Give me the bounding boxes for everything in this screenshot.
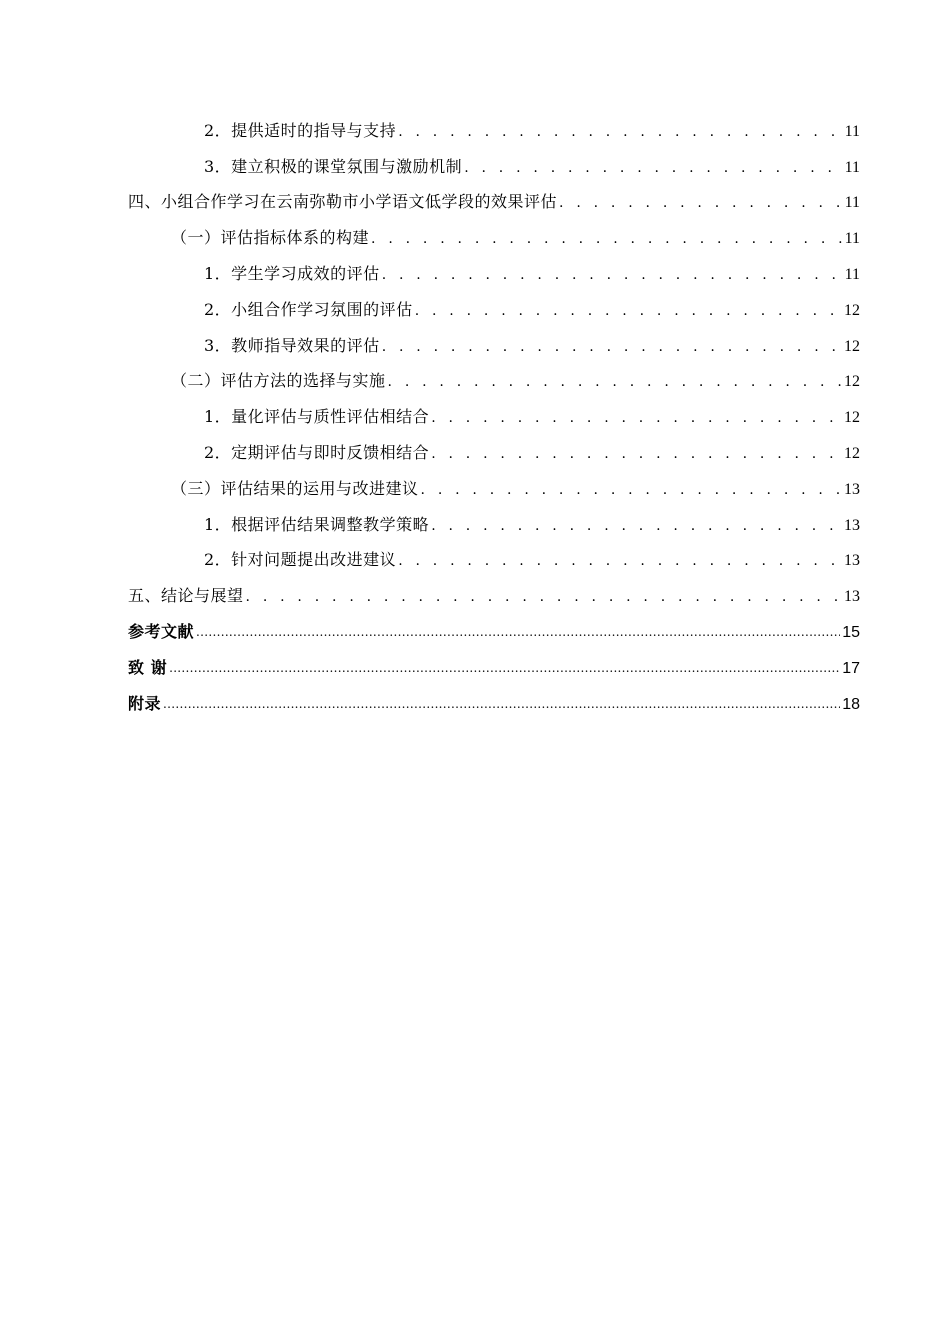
toc-entry-page: 13 — [844, 480, 860, 498]
toc-entry-title: （一）评估指标体系的构建 — [171, 228, 370, 248]
toc-dot-leader — [431, 410, 842, 432]
toc-entry-title: 3．建立积极的课堂氛围与激励机制 — [204, 156, 463, 176]
toc-entry[interactable] — [128, 325, 860, 361]
toc-dot-leader — [371, 231, 843, 253]
toc-entry-title: 五、结论与展望 — [128, 586, 244, 606]
toc-dot-leader — [388, 374, 842, 396]
toc-dot-leader — [382, 267, 843, 289]
toc-entry-page: 11 — [844, 265, 860, 283]
toc-entry[interactable] — [128, 575, 860, 611]
toc-entry[interactable] — [128, 540, 860, 576]
toc-entry-title: 2．针对问题提出改进建议 — [204, 550, 397, 570]
toc-dot-leader — [398, 124, 842, 146]
toc-entry-title: 1．量化评估与质性评估相结合 — [204, 407, 430, 427]
toc-entry[interactable] — [128, 182, 860, 218]
toc-entry-page: 12 — [844, 301, 860, 319]
toc-entry-title: 2．定期评估与即时反馈相结合 — [204, 442, 430, 462]
toc-dot-leader — [246, 589, 842, 611]
toc-entry-page: 13 — [844, 552, 860, 570]
toc-dot-leader — [398, 553, 842, 575]
toc-dot-leader — [559, 195, 843, 217]
toc-entry-page: 18 — [842, 695, 860, 713]
toc-dot-leader — [464, 160, 842, 182]
toc-entry-page: 12 — [844, 444, 860, 462]
toc-entry-title: 参考文献 — [128, 621, 195, 641]
toc-entry-title: 1．根据评估结果调整教学策略 — [204, 514, 430, 534]
toc-entry-page: 11 — [844, 158, 860, 176]
toc-dot-leader — [431, 446, 842, 468]
toc-entry-title: 1．学生学习成效的评估 — [204, 263, 380, 283]
toc-dot-leader — [431, 518, 842, 540]
toc-entry-title: 3．教师指导效果的评估 — [204, 335, 380, 355]
toc-entry-acknowledgements[interactable] — [128, 647, 860, 683]
toc-entry-page: 17 — [842, 659, 860, 677]
toc-entry-title: 附录 — [128, 693, 162, 713]
toc-entry[interactable] — [128, 253, 860, 289]
toc-entry[interactable] — [128, 110, 860, 146]
toc-entry-page: 12 — [844, 409, 860, 427]
toc-entry[interactable] — [128, 146, 860, 182]
toc-dot-leader — [382, 339, 842, 361]
toc-entry[interactable] — [128, 504, 860, 540]
toc-entry-page: 11 — [844, 194, 860, 212]
toc-entry[interactable] — [128, 289, 860, 325]
toc-dot-leader — [421, 482, 842, 504]
toc-entry-page: 12 — [844, 373, 860, 391]
toc-dot-leader — [196, 624, 840, 647]
toc-entry-title: 2．小组合作学习氛围的评估 — [204, 299, 413, 319]
toc-entry-page: 12 — [844, 337, 860, 355]
toc-entry-title: （二）评估方法的选择与实施 — [171, 371, 386, 391]
toc-entry-title: 致 谢 — [128, 657, 168, 677]
toc-entry[interactable] — [128, 432, 860, 468]
toc-dot-leader — [169, 660, 840, 683]
toc-entry[interactable] — [128, 217, 860, 253]
toc-entry-page: 11 — [844, 230, 860, 248]
toc-entry-appendix[interactable] — [128, 683, 860, 719]
toc-entry[interactable] — [128, 396, 860, 432]
toc-entry[interactable] — [128, 361, 860, 397]
toc-dot-leader — [415, 303, 842, 325]
toc-entry-page: 13 — [844, 588, 860, 606]
toc-dot-leader — [163, 696, 840, 719]
toc-entry-title: 四、小组合作学习在云南弥勒市小学语文低学段的效果评估 — [128, 192, 558, 212]
toc-entry-page: 11 — [844, 122, 860, 140]
table-of-contents — [128, 110, 860, 719]
toc-entry-page: 13 — [844, 516, 860, 534]
toc-entry-title: （三）评估结果的运用与改进建议 — [171, 478, 419, 498]
toc-entry-title: 2．提供适时的指导与支持 — [204, 120, 397, 140]
toc-entry-references[interactable] — [128, 611, 860, 647]
toc-entry[interactable] — [128, 468, 860, 504]
toc-entry-page: 15 — [842, 623, 860, 641]
